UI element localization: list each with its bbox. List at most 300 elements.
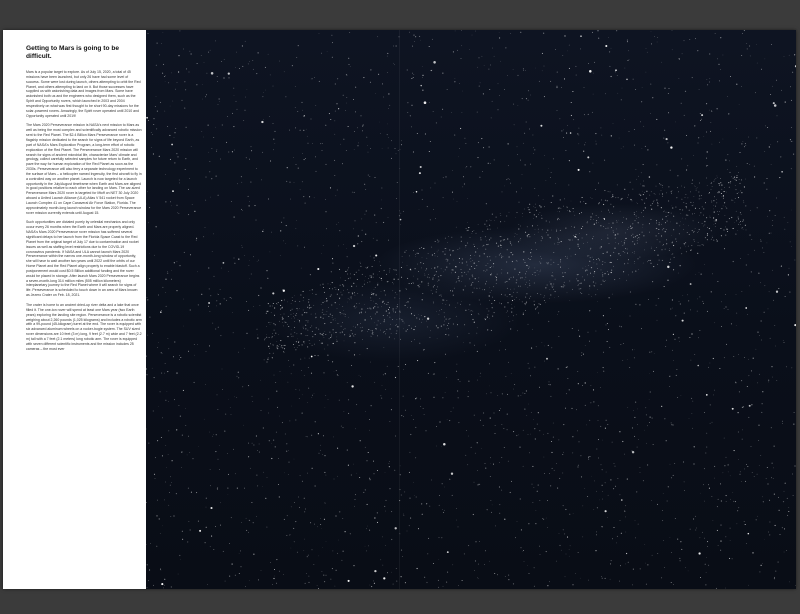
star (591, 385, 592, 386)
star (639, 304, 640, 305)
star (298, 342, 299, 343)
star (642, 148, 643, 149)
star (581, 355, 582, 356)
star (164, 111, 165, 112)
star (185, 169, 186, 170)
star (461, 58, 462, 59)
star (546, 518, 547, 519)
star (634, 244, 635, 245)
star (311, 79, 312, 80)
star (263, 427, 264, 428)
star (549, 581, 550, 582)
star (248, 443, 249, 444)
star (147, 564, 148, 565)
star (344, 341, 345, 342)
star (628, 562, 629, 563)
star (738, 412, 739, 413)
star (238, 377, 239, 378)
star (593, 281, 594, 282)
star (661, 207, 662, 208)
star (548, 384, 549, 385)
star (295, 86, 296, 87)
star (520, 238, 521, 239)
star (794, 54, 795, 55)
star (681, 253, 682, 254)
star (312, 345, 313, 346)
star (491, 273, 492, 274)
star (705, 564, 706, 565)
star (535, 204, 536, 205)
star (299, 507, 300, 508)
star (504, 186, 505, 187)
star (654, 250, 655, 251)
star (595, 331, 596, 332)
star (499, 513, 500, 514)
star (688, 198, 689, 199)
star (615, 466, 616, 467)
star (302, 395, 303, 396)
star (531, 348, 532, 349)
star (360, 263, 361, 264)
star (455, 266, 456, 267)
star (539, 303, 540, 304)
star (430, 330, 431, 331)
star (191, 146, 192, 147)
star (741, 179, 742, 180)
star (287, 336, 288, 337)
star (342, 306, 343, 307)
star (679, 209, 680, 210)
star (657, 202, 658, 203)
star (582, 238, 583, 239)
star (424, 274, 425, 275)
star (592, 198, 593, 199)
star (241, 176, 242, 177)
star (599, 500, 600, 501)
star (686, 135, 687, 136)
star (573, 235, 574, 236)
star (537, 491, 538, 492)
star (730, 181, 731, 182)
star (369, 308, 370, 309)
star (709, 78, 710, 79)
star (320, 445, 321, 446)
star (428, 538, 429, 539)
star (714, 390, 715, 391)
star (668, 93, 669, 94)
star (666, 340, 667, 341)
star (353, 335, 354, 336)
star (523, 70, 524, 71)
star (298, 497, 299, 498)
star (601, 576, 602, 577)
star (768, 532, 769, 533)
star (371, 336, 372, 337)
star (720, 178, 721, 179)
star (637, 447, 638, 448)
star (536, 510, 537, 511)
star (745, 145, 746, 146)
star (243, 120, 244, 121)
star (484, 65, 485, 66)
star (201, 131, 202, 132)
star (700, 113, 701, 114)
star (439, 314, 440, 315)
star (372, 330, 373, 331)
star (685, 242, 686, 243)
star (294, 541, 295, 542)
star (256, 435, 257, 436)
star (509, 279, 510, 280)
star (758, 440, 759, 441)
star (602, 485, 603, 486)
star (775, 571, 776, 572)
star (373, 293, 374, 294)
star (564, 35, 565, 36)
star (642, 191, 643, 192)
star (452, 170, 453, 171)
star (167, 271, 168, 272)
star (288, 302, 289, 303)
star (466, 430, 467, 431)
star (541, 218, 542, 219)
star (601, 284, 602, 285)
star (604, 273, 605, 274)
star (376, 294, 377, 295)
star (174, 262, 175, 263)
star (315, 485, 316, 486)
star (542, 342, 543, 343)
star (396, 330, 397, 331)
star (507, 394, 508, 395)
star (528, 404, 529, 405)
star (738, 172, 739, 173)
star (178, 71, 179, 72)
star (704, 501, 705, 502)
star (519, 272, 520, 273)
star (452, 290, 453, 291)
star (480, 373, 481, 374)
star (601, 135, 602, 136)
star (340, 292, 341, 293)
star (524, 561, 525, 562)
star (514, 299, 515, 300)
star (527, 416, 528, 417)
star (672, 49, 673, 50)
star (517, 292, 518, 293)
star (689, 39, 690, 40)
star (624, 244, 625, 245)
star (669, 386, 670, 387)
star (593, 94, 594, 95)
star (517, 234, 518, 235)
star (587, 242, 588, 243)
star (687, 215, 688, 216)
star (563, 276, 564, 277)
star (225, 581, 226, 582)
star (299, 308, 300, 309)
star (744, 357, 745, 358)
star (762, 563, 763, 564)
star (635, 236, 636, 237)
star (430, 141, 431, 142)
star (540, 271, 541, 272)
star (432, 39, 433, 40)
star (713, 358, 714, 359)
star (690, 529, 691, 530)
star (449, 420, 450, 421)
star (490, 476, 491, 477)
star (636, 491, 637, 492)
star (478, 142, 479, 143)
star (218, 409, 219, 410)
star (759, 571, 760, 572)
star (330, 332, 331, 333)
star (275, 382, 276, 383)
star (651, 263, 652, 264)
star (454, 81, 455, 82)
star (165, 279, 166, 280)
star (173, 356, 174, 357)
star (572, 328, 573, 329)
star (499, 303, 500, 304)
star (257, 329, 258, 330)
star (721, 196, 722, 197)
star (684, 40, 685, 41)
star (260, 380, 261, 381)
star (202, 85, 203, 86)
star (534, 487, 535, 488)
star (704, 224, 705, 225)
star (213, 434, 214, 435)
star (324, 337, 325, 338)
star (211, 536, 212, 537)
star (165, 201, 166, 202)
star (355, 220, 356, 221)
star (257, 261, 258, 262)
star (738, 354, 739, 355)
star (715, 219, 717, 221)
star (612, 442, 613, 443)
star (510, 328, 511, 329)
star (714, 212, 715, 213)
star (346, 150, 347, 151)
star (713, 217, 714, 218)
star (707, 165, 708, 166)
star (303, 297, 304, 298)
star (595, 189, 596, 190)
star (308, 388, 309, 389)
star (622, 222, 623, 223)
star (485, 318, 486, 319)
star (437, 281, 438, 282)
star (583, 151, 584, 152)
star (725, 294, 726, 295)
star (643, 224, 644, 225)
star (497, 228, 498, 229)
star (206, 527, 207, 528)
star (479, 86, 480, 87)
star (730, 528, 731, 529)
star (295, 521, 296, 522)
star (609, 347, 610, 348)
star (326, 575, 327, 576)
star (166, 306, 167, 307)
star (526, 390, 527, 391)
star (695, 530, 696, 531)
star (357, 324, 358, 325)
star (782, 527, 783, 528)
star (614, 248, 615, 249)
star (645, 563, 646, 564)
star (292, 309, 293, 310)
star (413, 419, 414, 420)
star (355, 334, 356, 335)
star (708, 367, 709, 368)
star (717, 211, 718, 212)
star (219, 469, 220, 470)
star (628, 194, 629, 195)
star (431, 290, 432, 291)
star (388, 304, 389, 305)
article-paragraph: The crater is home to an ancient dried-up river delta and a lake that once filled it. The one-ton rover will spend at least one Mars year (two Earth years) exploring the landing site region. Perseverance is a robotic scientist weighing about 2,260 pounds (1,025 kilograms) and includes a robotic arm with a 99-pound (45-kilogram) turret at the end. The rover is equipped with six advanced aluminum wheels on a rocker-bogie system. The SUV sized rover dimensions are 10 feet (3 m) long, 9 feet (2.7 m) wide and 7 feet (2.2 m) tall with a 7 feet (2.1 meters) long robotic arm. The rover is equipped with seven different scientific instruments and the mission includes 25 cameras – the most ever (26, 302, 142, 351)
star (435, 183, 436, 184)
star (330, 296, 331, 297)
star (335, 134, 336, 135)
star (305, 344, 306, 345)
star (597, 30, 598, 31)
star (156, 65, 157, 66)
star (273, 578, 274, 579)
star (569, 300, 570, 301)
star (420, 284, 421, 285)
star (685, 219, 686, 220)
star (203, 137, 204, 138)
star (690, 202, 691, 203)
star (353, 283, 354, 284)
star (368, 152, 369, 153)
star (325, 331, 326, 332)
star (348, 413, 349, 414)
star (511, 277, 512, 278)
star (354, 306, 355, 307)
star (374, 382, 375, 383)
star (603, 280, 604, 281)
star (732, 558, 733, 559)
star (351, 298, 352, 299)
star (345, 531, 346, 532)
star (591, 296, 592, 297)
star (656, 186, 657, 187)
star (382, 188, 383, 189)
star (527, 287, 528, 288)
star (367, 308, 368, 309)
star (719, 211, 720, 212)
star (663, 244, 664, 245)
star (565, 228, 566, 229)
star (420, 262, 421, 263)
star (769, 146, 770, 147)
star (548, 235, 549, 236)
star (365, 489, 366, 490)
star (675, 122, 676, 123)
star (442, 483, 443, 484)
star (410, 498, 411, 499)
star (643, 263, 644, 264)
star (213, 323, 214, 324)
star (604, 219, 605, 220)
star (529, 236, 530, 237)
star (595, 283, 596, 284)
star (506, 215, 507, 216)
star (728, 472, 729, 473)
star (401, 415, 402, 416)
star (568, 378, 569, 379)
star (674, 257, 675, 258)
star (389, 105, 390, 106)
star (363, 77, 364, 78)
star (603, 204, 604, 205)
star (253, 444, 254, 445)
star (652, 203, 653, 204)
star (624, 189, 625, 190)
star (342, 313, 343, 314)
star (740, 221, 741, 222)
star (680, 560, 681, 561)
star (647, 262, 648, 263)
star (406, 331, 407, 332)
star (419, 248, 420, 249)
star (611, 272, 612, 273)
star (438, 242, 439, 243)
star (507, 75, 508, 76)
star (759, 335, 760, 336)
star (188, 351, 189, 352)
star (231, 298, 232, 299)
star (638, 439, 639, 440)
star (411, 283, 412, 284)
star (472, 319, 473, 320)
star (689, 234, 690, 235)
star (397, 182, 398, 183)
star (168, 401, 169, 402)
star (538, 485, 539, 486)
star (169, 135, 170, 136)
star (685, 91, 686, 92)
star (709, 228, 710, 229)
star (602, 578, 603, 579)
star (428, 283, 429, 284)
star (448, 334, 449, 335)
star (516, 315, 517, 316)
star (485, 468, 486, 469)
star (716, 178, 717, 179)
star (555, 183, 556, 184)
star (234, 95, 235, 96)
star (572, 91, 573, 92)
star (559, 478, 560, 479)
star (336, 337, 337, 338)
star (451, 473, 453, 475)
star (367, 348, 368, 349)
star (622, 245, 623, 246)
star (790, 86, 791, 87)
star (309, 576, 310, 577)
star (731, 217, 732, 218)
star (402, 321, 403, 322)
star (639, 194, 640, 195)
star (679, 233, 680, 234)
